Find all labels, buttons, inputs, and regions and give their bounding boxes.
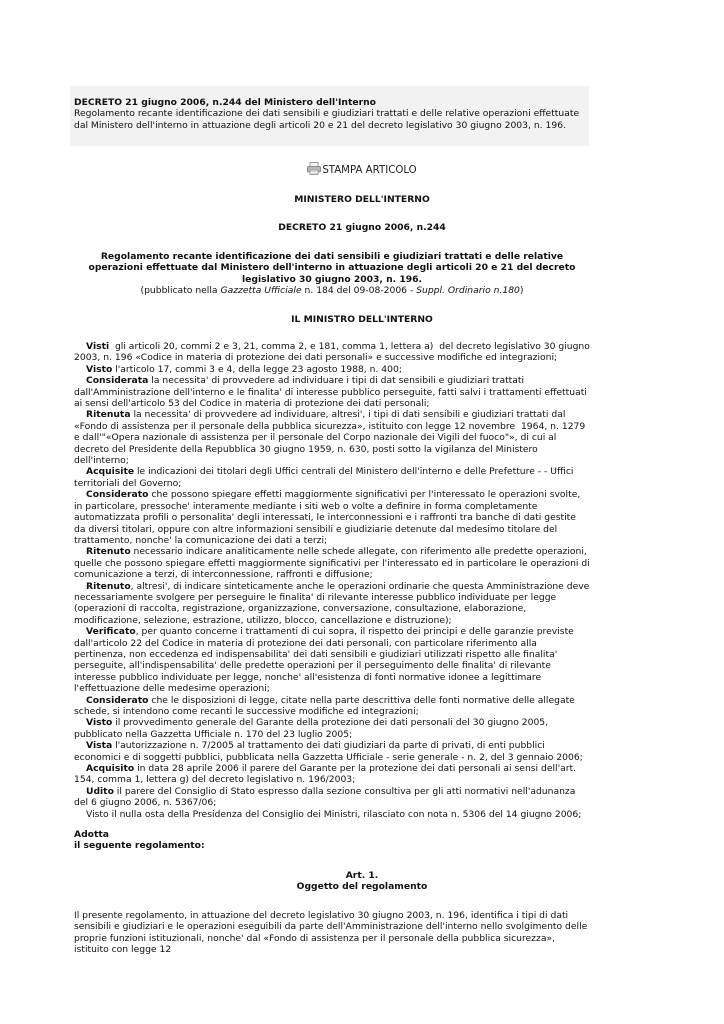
recital-lead: Visto xyxy=(86,363,113,375)
recital-lead: Ritenuta xyxy=(86,409,131,421)
publication-note xyxy=(74,285,590,296)
recital-text: il provvedimento generale del Garante della protezione dei dati personali del 30 giugno 2005, pubblicato nella Gazzetta Ufficiale n. 170 del 23 luglio 2005; xyxy=(74,717,551,740)
recital-text: , per quanto concerne i trattamenti di cui sopra, il rispetto dei principi e delle garanzie previste dall'articolo 22 del Codice in materia di protezione dei dati personali, con particolare riferimento alla pertinenza, non eccedenza ed indispensabilita' dei dati sensibili e giudiziari utilizzati rispetto alle finalita' perseguite, all'indispensabilita' delle predette operazioni per il perseguimento delle finalita' di rilevante interesse pubblico individuate per legge, nonche' all'esistenza di fonti normative idonee a legittimare l'effettuazione delle medesime operazioni; xyxy=(74,626,577,695)
recital-lead: Considerato xyxy=(86,489,149,501)
recital-lead: Vista xyxy=(86,740,113,752)
recital-paragraph xyxy=(74,546,593,581)
recital-lead: Ritenuto xyxy=(86,546,131,558)
recital-text: l'articolo 17, commi 3 e 4, della legge 23 agosto 1988, n. 400; xyxy=(112,363,402,375)
printer-icon xyxy=(307,162,321,175)
decree-heading: DECRETO 21 giugno 2006, n.244 xyxy=(278,222,446,233)
recital-paragraph xyxy=(74,466,590,489)
recital-paragraph xyxy=(74,626,590,694)
recital-lead: Ritenuto xyxy=(86,580,131,592)
recital-text: che possono spiegare effetti maggiormente significativi per l'interessato le operazioni svolte, in particolare, pressoche' interamente mediante i siti web o volte a definire in forma completamente automatizzata profili o personalita' degli interessati, le interconnessioni e i raffronti tra banche di dati gestite da diversi titolari, oppure con altre informazioni sensibili e giudiziarie detenute dal medesimo titolare del trattamento, nonche' la comunicazione dei dati a terzi; xyxy=(74,489,584,546)
adopts-regulation-line: il seguente regolamento: xyxy=(74,840,205,852)
recital-paragraph xyxy=(74,717,590,740)
recital-text: che le disposizioni di legge, citate nella parte descrittiva delle fonti normative delle allegate schede, si intendono come recanti le successive modifiche ed integrazioni; xyxy=(74,694,578,717)
recital-text: in data 28 aprile 2006 il parere del Garante per la protezione dei dati personali ai sensi dell'art. 154, comma 1, lettera g) del decreto legislativo n. 196/2003; xyxy=(74,763,579,786)
article-text: Il presente regolamento, in attuazione del decreto legislativo 30 giugno 2003, n. 196, identifica i tipi di dati sensibili e giudiziari e le operazioni eseguibili da parte dell'Amministrazione dell'interno nello svolgimento delle proprie funzioni istituzionali, nonche' dal «Fondo di assistenza per il personale della pubblica sicurezza», istituito con legge 12 xyxy=(74,910,588,956)
recital-paragraph xyxy=(74,489,590,546)
recital-lead: Visti xyxy=(86,341,110,352)
article-heading xyxy=(0,870,724,893)
recital-paragraph xyxy=(74,763,590,786)
recital-text: le indicazioni dei titolari degli Uffici centrali del Ministero dell'interno e delle Prefetture - - Uffici territoriali del Governo; xyxy=(74,466,577,489)
recital-paragraph xyxy=(74,740,590,763)
recital-paragraph xyxy=(74,786,590,809)
recital-lead: Udito xyxy=(86,785,114,797)
regulation-title: Regolamento recante identificazione dei dati sensibili e giudiziari trattati e delle relative operazioni effettuate dal Ministero dell'interno in attuazione degli articoli 20 e 21 del decreto legislativo 30 giugno 2003, n. 196. xyxy=(88,251,576,285)
recital-paragraph xyxy=(74,375,590,409)
recital-paragraph xyxy=(74,695,590,718)
recital-lead: Considerata xyxy=(86,375,149,387)
recital-text: necessario indicare analiticamente nelle schede allegate, con riferimento alle predette operazioni, quelle che possono spiegare effetti maggiormente significativi per l'interessato ed in particolare le operazioni di comunicazione a terzi, di interconnessione, raffronti e diffusione; xyxy=(74,546,593,581)
ministry-heading: MINISTERO DELL'INTERNO xyxy=(294,194,430,205)
regulation-title-block xyxy=(74,251,590,297)
article-number: Art. 1. xyxy=(345,870,379,881)
adoption-statement xyxy=(74,829,205,852)
gazette-name: Gazzetta Ufficiale xyxy=(220,285,302,297)
recital-text: la necessita' di provvedere ad individuare i tipi di dat sensibili e giudiziari trattati dall'Amministrazione dell'interno e le finalita' di interesse pubblico perseguite, fatti salvi i trattamenti effettuati ai sensi dell'articolo 53 del Codice in materia di protezione dei dati personali; xyxy=(74,375,590,410)
publication-prefix: (pubblicato nella xyxy=(140,285,221,297)
print-article-link[interactable] xyxy=(0,162,724,176)
recital-paragraph xyxy=(74,580,593,627)
minister-heading: IL MINISTRO DELL'INTERNO xyxy=(291,314,433,325)
publication-suffix: ) xyxy=(519,285,524,297)
recital-text: Visto il nulla osta della Presidenza del Consiglio dei Ministri, rilasciato con nota n. 5306 del 14 giugno 2006; xyxy=(86,808,582,820)
article-title: Oggetto del regolamento xyxy=(296,881,428,893)
header-summary: Regolamento recante identificazione dei dati sensibili e giudiziari trattati e delle relative operazioni effettuate dal Ministero dell'interno in attuazione degli articoli 20 e 21 del decreto legislativo 30 giugno 2003, n. 196. xyxy=(74,108,580,131)
publication-details: n. 184 del 09-08-2006 - xyxy=(301,285,417,297)
recital-lead: Verificato xyxy=(86,626,136,638)
document-header xyxy=(70,86,589,146)
recital-text: il parere del Consiglio di Stato espresso dalla sezione consultiva per gli atti normativi nell'adunanza del 6 giugno 2006, n. 5367/06; xyxy=(74,785,579,809)
recitals-list xyxy=(74,341,593,820)
recital-lead: Visto xyxy=(86,717,113,729)
recital-lead: Acquisito xyxy=(86,763,135,775)
header-title: DECRETO 21 giugno 2006, n.244 del Ministero dell'Interno xyxy=(74,97,376,108)
recital-paragraph xyxy=(74,809,590,820)
adopts-line: Adotta xyxy=(74,829,109,840)
recital-paragraph xyxy=(74,409,590,466)
recital-lead: Acquisite xyxy=(86,466,135,478)
recital-lead: Considerato xyxy=(86,694,149,706)
recital-paragraph xyxy=(74,364,590,375)
supplement-name: Suppl. Ordinario n.180 xyxy=(416,285,520,297)
recital-text: la necessita' di provvedere ad individuare, altresi', i tipi di dati sensibili e giudiziari trattati dal «Fondo di assistenza per il personale della pubblica sicurezza», istituito con legge 12 novembre 1964, n. 1279 e dall'"«Opera nazionale di assistenza per il personale del Corpo nazionale dei Vigili del fuoco"», di cui al decreto del Presidente della Repubblica 30 giugno 1959, n. 630, posti sotto la vigilanza del Ministero dell'interno; xyxy=(74,409,589,467)
recital-text: , altresi', di indicare sinteticamente anche le operazioni ordinarie che questa Amministrazione deve necessariamente svolgere per perseguire le finalita' di rilevante interesse pubblico individuate per legge (operazioni di raccolta, registrazione, organizzazione, conversazione, consultazione, elaborazione, modificazione, selezione, estrazione, utilizzo, blocco, cancellazione e distruzione); xyxy=(74,580,593,626)
recital-paragraph xyxy=(74,341,593,364)
recital-text: l'autorizzazione n. 7/2005 al trattamento dei dati giudiziari da parte di privati, di enti pubblici economici e di soggetti pubblici, pubblicata nella Gazzetta Ufficiale - serie generale - n. 2, del 3 gennaio 2006; xyxy=(74,740,583,763)
recital-text: gli articoli 20, commi 2 e 3, 21, comma 2, e 181, comma 1, lettera a) del decreto legislativo 30 giugno 2003, n. 196 «Codice in materia di protezione dei dati personali» e successive modifiche ed integrazioni; xyxy=(74,341,593,364)
print-article-label[interactable]: STAMPA ARTICOLO xyxy=(322,165,417,176)
